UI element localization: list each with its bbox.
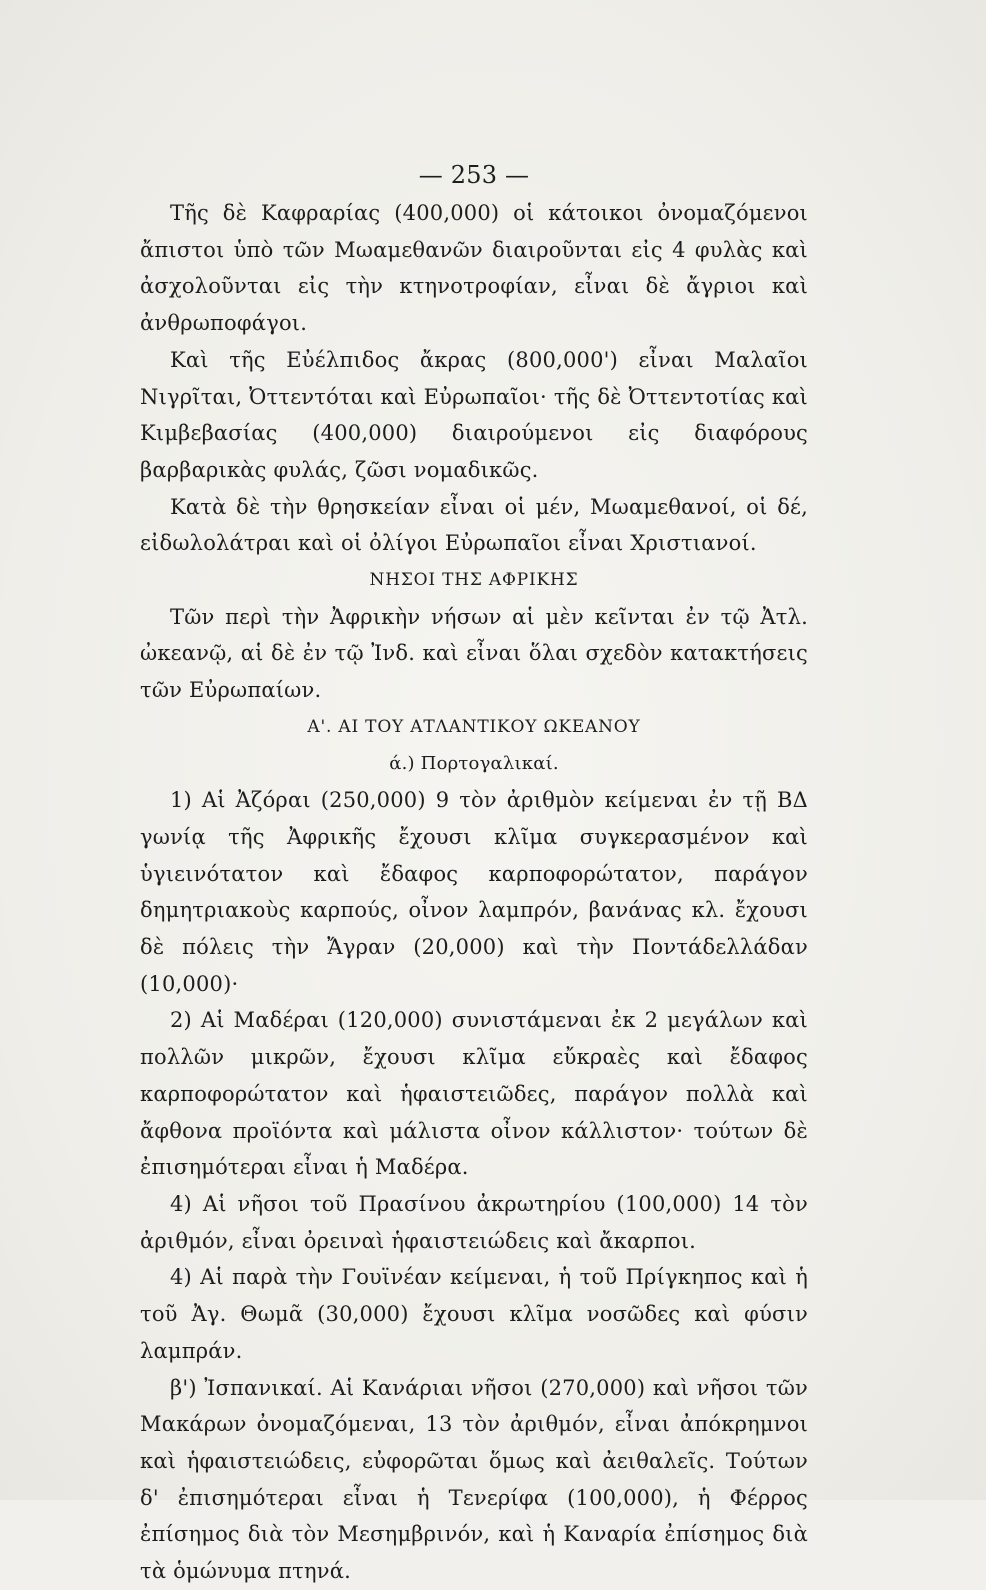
- paragraph-cape-verde: 4) Αἱ νῆσοι τοῦ Πρασίνου ἀκρωτηρίου (100,000) 14 τὸν ἀριθμόν, εἶναι ὀρειναὶ ἡφαιστειώδεις καὶ ἄκαρποι.: [140, 1191, 808, 1253]
- subheading-portuguese: ά.) Πορτογαλικαί.: [389, 752, 559, 774]
- page-number: — 253 —: [418, 161, 530, 189]
- section-heading-atlantic: Α'. ΑΙ ΤΟΥ ΑΤΛΑΝΤΙΚΟΥ ΩΚΕΑΝΟΥ: [307, 716, 641, 737]
- page-content: [140, 155, 808, 1590]
- paragraph-good-hope: Καὶ τῆς Εὐέλπιδος ἄκρας (800,000') εἶναι Μαλαῖοι Νιγρῖται, Ὀττεντόται καὶ Εὐρωπαῖοι· τῆς δὲ Ὀττεντοτίας καὶ Κιμβεβασίας (400,000) διαιρούμενοι εἰς διαφόρους βαρβαρικὰς φυλάς, ζῶσι νομαδικῶς.: [140, 347, 808, 482]
- section-heading-islands: ΝΗΣΟΙ ΤΗΣ ΑΦΡΙΚΗΣ: [369, 570, 579, 591]
- paragraph-azores: 1) Αἱ Ἀζόραι (250,000) 9 τὸν ἀριθμὸν κείμεναι ἐν τῇ ΒΔ γωνίᾳ τῆς Ἀφρικῆς ἔχουσι κλῖμα συγκερασμένον καὶ ὑγιεινότατον καὶ ἔδαφος καρποφορώτατον, παράγον δημητριακοὺς καρπούς, οἶνον λαμπρόν, βανάνας κλ. ἔχουσι δὲ πόλεις τὴν Ἄγραν (20,000) καὶ τὴν Ποντάδελλάδαν (10,000)·: [140, 788, 808, 996]
- paragraph-madeira: 2) Αἱ Μαδέραι (120,000) συνιστάμεναι ἐκ 2 μεγάλων καὶ πολλῶν μικρῶν, ἔχουσι κλῖμα εὔκραὲς καὶ ἔδαφος καρποφορώτατον καὶ ἡφαιστειῶδες, παράγον πολλὰ καὶ ἄφθονα προϊόντα καὶ μάλιστα οἶνον κάλλιστον· τούτων δὲ ἐπισημότεραι εἶναι ἡ Μαδέρα.: [140, 1008, 808, 1180]
- paragraph-islands-intro: Τῶν περὶ τὴν Ἀφρικὴν νήσων αἱ μὲν κεῖνται ἐν τῷ Ἀτλ. ὠκεανῷ, αἱ δὲ ἐν τῷ Ἰνδ. καὶ εἶναι ὅλαι σχεδὸν κατακτήσεις τῶν Εὐρωπαίων.: [140, 604, 808, 703]
- paragraph-religion: Κατὰ δὲ τὴν θρησκείαν εἶναι οἱ μέν, Μωαμεθανοί, οἱ δέ, εἰδωλολάτραι καὶ οἱ ὀλίγοι Εὐρωπαῖοι εἶναι Χριστιανοί.: [140, 494, 808, 556]
- paragraph-spanish-canaries: β') Ἰσπανικαί. Αἱ Κανάριαι νῆσοι (270,000) καὶ νῆσοι τῶν Μακάρων ὀνομαζόμεναι, 13 τὸν ἀριθμόν, εἶναι ἀπόκρημνοι καὶ ἡφαιστειώδεις, εὐφορῶται ὅμως καὶ ἀειθαλεῖς. Τούτων δ' ἐπισημότεραι εἶναι ἡ Τενερίφα (100,000), ἡ Φέρρος ἐπίσημος διὰ τὸν Μεσημβρινόν, καὶ ἡ Καναρία ἐπίσημος διὰ τὰ ὁμώνυμα πτηνά.: [140, 1375, 808, 1584]
- paragraph-kafraria: Τῆς δὲ Καφραρίας (400,000) οἱ κάτοικοι ὀνομαζόμενοι ἄπιστοι ὑπὸ τῶν Μωαμεθανῶν διαιροῦνται εἰς 4 φυλὰς καὶ ἀσχολοῦνται εἰς τὴν κτηνοτροφίαν, εἶναι δὲ ἄγριοι καὶ ἀνθρωποφάγοι.: [140, 201, 808, 336]
- paragraph-guinea-islands: 4) Αἱ παρὰ τὴν Γουϊνέαν κείμεναι, ἡ τοῦ Πρίγκηπος καὶ ἡ τοῦ Ἀγ. Θωμᾶ (30,000) ἔχουσι κλῖμα νοσῶδες καὶ φύσιν λαμπράν.: [140, 1265, 808, 1363]
